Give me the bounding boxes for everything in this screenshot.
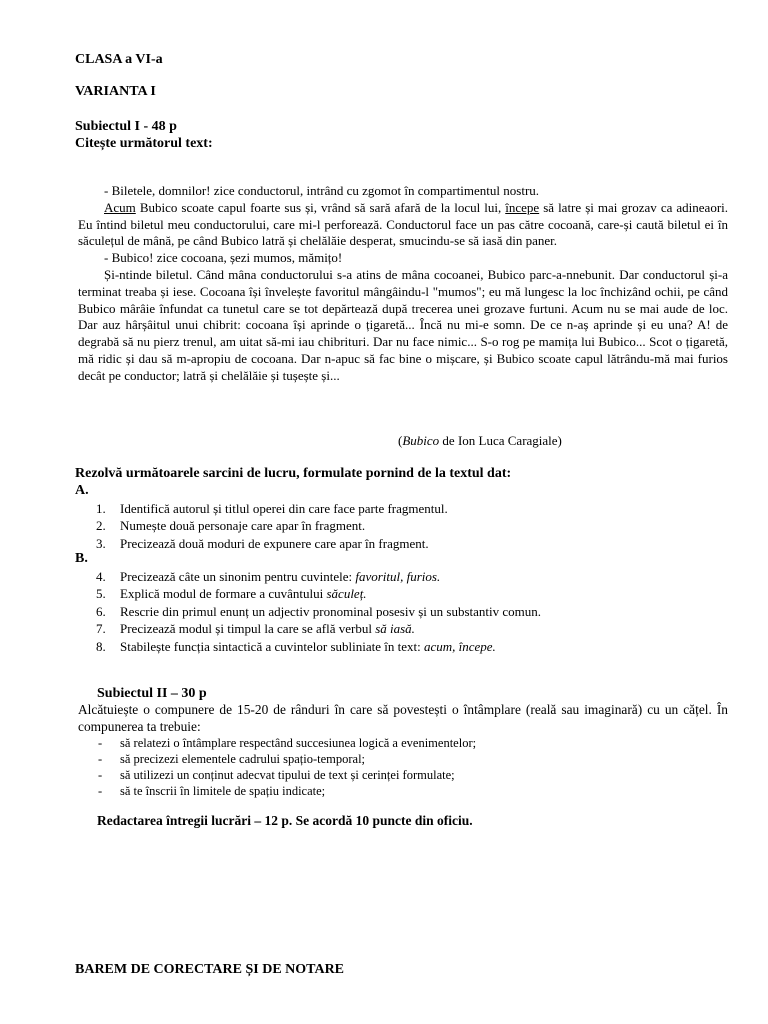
source-author: de Ion Luca Caragiale) [439, 433, 562, 448]
passage-paragraph-3: - Bubico! zice cocoana, șezi mumos, mămițo! [104, 250, 343, 266]
section-b-tasks [96, 568, 541, 655]
redaction-note: Redactarea întregii lucrări – 12 p. Se acordă 10 puncte din oficiu. [97, 813, 473, 828]
underlined-word-acum: Acum [104, 199, 136, 215]
subject1-title: Subiectul I - 48 p [75, 119, 177, 134]
underlined-word-incepe: începe [505, 199, 540, 215]
section-a-tasks [96, 500, 448, 552]
variant-heading: VARIANTA I [75, 84, 156, 99]
requirement-item: - să te înscrii în limitele de spațiu indicate; [98, 784, 326, 798]
task-item: 2. Numește două personaje care apar în fragment. [96, 518, 366, 534]
task-item: 5. Explică modul de formare a cuvântului săculeț. [96, 586, 367, 602]
source-title: Bubico [402, 433, 440, 448]
subject2-title: Subiectul II – 30 p [97, 686, 207, 701]
class-heading: CLASA a VI-a [75, 52, 163, 67]
task-item: 4. Precizează câte un sinonim pentru cuvintele: favoritul, furios. [96, 569, 441, 584]
task-item: 6. Rescrie din primul enunț un adjectiv pronominal posesiv și un substantiv comun. [96, 603, 541, 619]
passage-paragraph-4: Și-ntinde biletul. Când mâna conductorului s-a atins de mâna cocoanei, Bubico parc-a-nnebunit. Dar conductorul și-a terminat treaba și iese. Cocoana își învelește favoritul mângâindu-l "mumos"; eu mă lungesc la loc închizând ochii, pe când Bubico mârâie înfundat ca tunetul care se tot depărtează după trecerea unei grozave furtuni. Acum nu se mai aude de loc. Dar auz hârșâitul unui chibrit: cocoana își aprinde o țigaretă... Încă nu mi-e somn. De ce n-aș aprinde și eu una? A! de degrabă să nu pierz trenul, am uitat să-mi iau chibrituri. Dar nu face nimic... S-o rog pe mamița lui Bubico... Scot o țigaretă, mă ridic și dau să m-apropiu de cocoana. Dar n-apuc să fac bine o mișcare, și Bubico scoate capul lătrându-mă mai furios decât pe conductor; latră și chelălăie și tușește și... [78, 266, 728, 383]
barem-title: BAREM DE CORECTARE ȘI DE NOTARE [75, 962, 345, 977]
requirements-list [96, 735, 476, 799]
requirement-item: - să utilizezi un conținut adecvat tipului de text și cerinței formulate; [98, 768, 455, 782]
task-item: 8. Stabilește funcția sintactică a cuvintelor subliniate în text: acum, începe. [96, 638, 496, 654]
section-b-label: B. [75, 551, 88, 566]
section-a-label: A. [75, 483, 89, 498]
task-item: 3. Precizează două moduri de expunere care apar în fragment. [96, 535, 429, 551]
read-instruction: Citește următorul text: [75, 136, 213, 151]
tasks-intro: Rezolvă următoarele sarcini de lucru, formulate pornind de la textul dat: [75, 466, 512, 481]
passage-paragraph-1: - Biletele, domnilor! zice conductorul, intrând cu zgomot în compartimentul nostru. [104, 183, 540, 198]
task-item: 1. Identifică autorul și titlul operei din care face parte fragmentul. [96, 501, 448, 516]
requirement-item: - să precizezi elementele cadrului spațio-temporal; [98, 752, 366, 766]
task-item: 7. Precizează modul și timpul la care se află verbul să iasă. [96, 621, 415, 637]
passage-paragraph-2: Acum Bubico scoate capul foarte sus și, vrând să sară afară de la locul lui, începe să latre și mai grozav ca adineaori. Eu întind biletul meu conductorului, care mi-l perforează. Conductorul face un pas către cocoană, care-și caută biletul ei în săculețul de mână, pe când Bubico latră și chelălăie desperat, smucindu-se să iasă din paner. [78, 199, 729, 249]
requirement-item: - să relatezi o întâmplare respectând succesiunea logică a evenimentelor; [98, 736, 477, 750]
passage-source: (Bubico de Ion Luca Caragiale) [398, 433, 562, 448]
literary-passage [78, 183, 728, 385]
subject2-prompt: Alcătuiește o compunere de 15-20 de rânduri în care să povestești o întâmplare (reală sau imaginară) cu un cățel. În compunerea ta trebuie: [78, 702, 728, 734]
